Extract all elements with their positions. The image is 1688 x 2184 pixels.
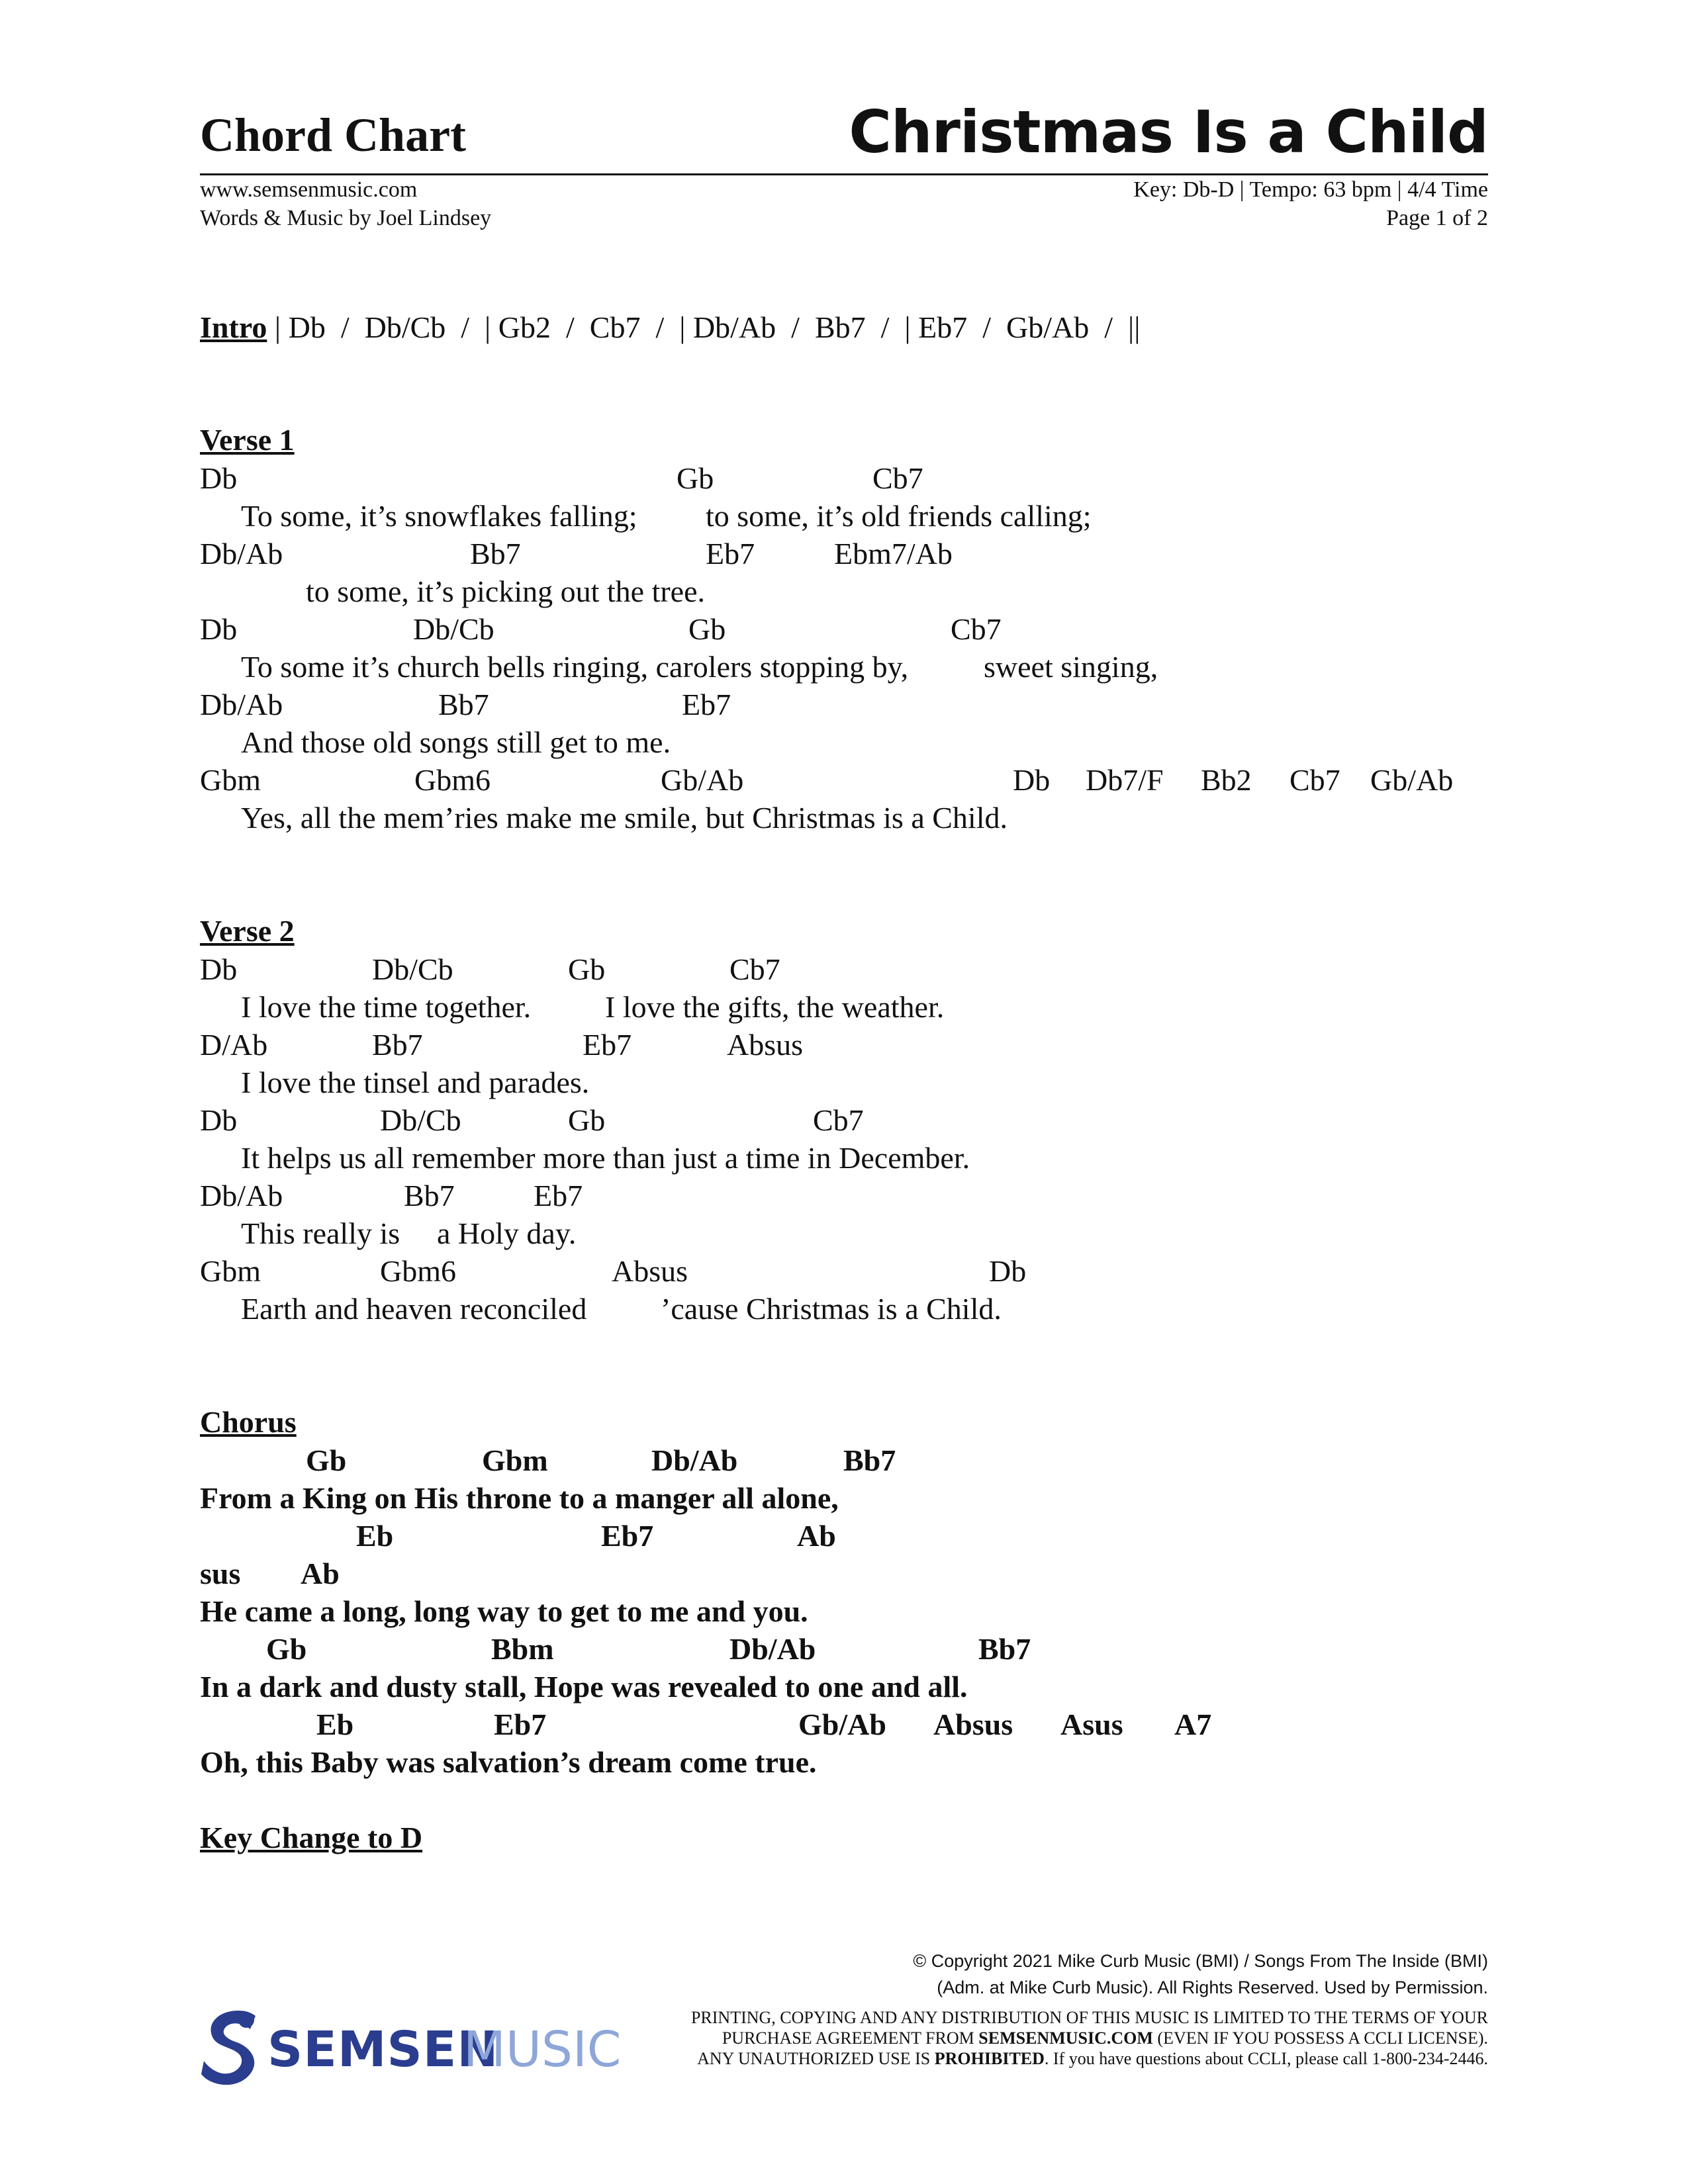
verse-1-chord-line-5 xyxy=(200,765,1491,802)
chord: Db/Ab xyxy=(200,688,283,721)
verse-2-label: Verse 2 xyxy=(200,914,295,948)
chord: Db7/F xyxy=(1086,763,1164,797)
chorus-chord-line-1 xyxy=(200,1445,1491,1482)
lyric: In a dark and dusty stall, Hope was revealed to one and all. xyxy=(200,1670,968,1704)
chord: sus xyxy=(200,1557,241,1590)
chord: Bb7 xyxy=(978,1632,1031,1666)
chord: Eb7 xyxy=(682,688,731,721)
legal-line-1: PRINTING, COPYING AND ANY DISTRIBUTION OF THIS MUSIC IS LIMITED TO THE TERMS OF YOUR xyxy=(690,2008,1488,2027)
chord: Gbm xyxy=(200,763,261,797)
chord: Gb xyxy=(688,612,726,646)
lyric: I love the tinsel and parades. xyxy=(241,1066,590,1099)
chord: Absus xyxy=(612,1254,688,1288)
logo-text-music: MUSIC xyxy=(463,2021,622,2078)
chord: Absus xyxy=(933,1707,1013,1741)
chord: Eb7 xyxy=(494,1707,547,1741)
chord: Eb7 xyxy=(601,1519,654,1553)
chorus-chord-line-2 xyxy=(200,1521,1491,1558)
chord: Db/Ab xyxy=(200,537,283,570)
verse-2-lyric-line-3 xyxy=(200,1143,1491,1180)
chord: Cb7 xyxy=(729,952,780,986)
chord: Db/Cb xyxy=(380,1103,461,1137)
page-number: Page 1 of 2 xyxy=(1386,206,1488,230)
lyric: a Holy day. xyxy=(437,1216,577,1250)
lyric: I love the time together. xyxy=(241,990,532,1024)
chord: Gb/Ab xyxy=(1370,763,1454,797)
chorus-chord-line-5 xyxy=(200,1709,1491,1747)
chord: Bb7 xyxy=(843,1443,896,1477)
lyric: to some, it’s old friends calling; xyxy=(706,499,1092,533)
chord: Cb7 xyxy=(872,461,923,495)
lyric: To some, it’s snowflakes falling; xyxy=(241,499,637,533)
chord: Bb7 xyxy=(404,1179,455,1212)
chord: Eb7 xyxy=(534,1179,583,1212)
verse-2-chord-line-5 xyxy=(200,1256,1491,1293)
verse-2-lyric-line-5 xyxy=(200,1294,1491,1331)
chord: Cb7 xyxy=(951,612,1002,646)
chord: Bb7 xyxy=(372,1028,423,1062)
legal-emphasis: PROHIBITED xyxy=(934,2049,1045,2068)
chord: Eb xyxy=(356,1519,394,1553)
chord: Cb7 xyxy=(1289,763,1340,797)
chord: Db/Cb xyxy=(372,952,453,986)
chorus-chord-line-4 xyxy=(200,1634,1491,1671)
chord: Gb xyxy=(677,461,714,495)
lyric: ’cause Christmas is a Child. xyxy=(661,1292,1002,1326)
lyric: And those old songs still get to me. xyxy=(241,725,671,759)
chord: Bb7 xyxy=(470,537,521,570)
chord: Db/Ab xyxy=(651,1443,738,1477)
chorus-chord-line-3 xyxy=(200,1559,1491,1596)
lyric: Oh, this Baby was salvation’s dream come true. xyxy=(200,1745,817,1779)
chord: Db xyxy=(200,612,238,646)
legal-line-3 xyxy=(697,2050,1488,2068)
intro-label: Intro xyxy=(200,310,267,344)
chord: Db/Cb xyxy=(413,612,494,646)
key-change-label: Key Change to D xyxy=(200,1821,423,1854)
chord: Db xyxy=(1013,763,1051,797)
lyric: Yes, all the mem’ries make me smile, but Christmas is a Child. xyxy=(241,801,1008,835)
song-title: Christmas Is a Child xyxy=(849,98,1488,166)
verse-2-chord-line-2 xyxy=(200,1030,1491,1067)
lyric: To some it’s church bells ringing, carolers stopping by, xyxy=(241,650,909,684)
chorus-lyric-line-2 xyxy=(200,1596,1491,1633)
chord: Bb7 xyxy=(438,688,489,721)
credits-text: Words & Music by Joel Lindsey xyxy=(200,206,492,230)
semsen-logo-mark-icon xyxy=(199,2005,265,2091)
verse-1-chord-line-1 xyxy=(200,463,1491,500)
intro-chords: | Db / Db/Cb / | Gb2 / Cb7 / | Db/Ab / Bb7 / | Eb7 / Gb/Ab / || xyxy=(267,310,1141,344)
lyric: to some, it’s picking out the tree. xyxy=(306,574,706,608)
chord: Db xyxy=(989,1254,1027,1288)
verse-2-lyric-line-4 xyxy=(200,1218,1491,1255)
lyric: I love the gifts, the weather. xyxy=(605,990,945,1024)
verse-1-chord-line-3 xyxy=(200,614,1491,651)
lyric: sweet singing, xyxy=(984,650,1158,684)
chord: Asus xyxy=(1060,1707,1123,1741)
verse-1-lyric-line-3 xyxy=(200,652,1491,689)
logo-text-semsen: SEMSEN xyxy=(267,2021,499,2078)
verse-1-lyric-line-1 xyxy=(200,501,1491,538)
chord: Db xyxy=(200,1103,238,1137)
chord: Db/Ab xyxy=(200,1179,283,1212)
header-rule xyxy=(200,173,1488,175)
legal-text: . If you have questions about CCLI, please call 1-800-234-2446. xyxy=(1044,2049,1488,2068)
chorus-lyric-line-3 xyxy=(200,1672,1491,1709)
lyric: It helps us all remember more than just a time in December. xyxy=(241,1141,970,1175)
verse-1-chord-line-4 xyxy=(200,690,1491,727)
verse-2-chord-line-1 xyxy=(200,954,1491,991)
chord: Absus xyxy=(727,1028,804,1062)
verse-2-lyric-line-1 xyxy=(200,992,1491,1029)
chord: Gb xyxy=(266,1632,307,1666)
chord: Cb7 xyxy=(813,1103,864,1137)
document-type: Chord Chart xyxy=(200,109,467,161)
chord: Eb7 xyxy=(583,1028,632,1062)
chord: Gb/Ab xyxy=(798,1707,886,1741)
chord: Gbm xyxy=(200,1254,261,1288)
intro-line xyxy=(200,312,1140,343)
copyright-line-1: © Copyright 2021 Mike Curb Music (BMI) / Songs From The Inside (BMI) xyxy=(913,1951,1488,1971)
website-text: www.semsenmusic.com xyxy=(200,177,418,202)
verse-1-label: Verse 1 xyxy=(200,423,295,457)
copyright-line-2: (Adm. at Mike Curb Music). All Rights Reserved. Used by Permission. xyxy=(937,1978,1488,1997)
chord: Ebm7/Ab xyxy=(834,537,953,570)
chord: Eb7 xyxy=(706,537,755,570)
chorus-lyric-line-4 xyxy=(200,1747,1491,1784)
lyric: He came a long, long way to get to me and you. xyxy=(200,1594,808,1628)
chord: Db/Ab xyxy=(729,1632,816,1666)
legal-line-2 xyxy=(722,2030,1488,2047)
chord: Bb2 xyxy=(1201,763,1252,797)
verse-2-lyric-line-2 xyxy=(200,1068,1491,1105)
chord: Ab xyxy=(301,1557,340,1590)
chord: Db xyxy=(200,952,238,986)
verse-2-chord-line-4 xyxy=(200,1181,1491,1218)
chord: Ab xyxy=(797,1519,836,1553)
chord: Eb xyxy=(316,1707,354,1741)
verse-2-chord-line-3 xyxy=(200,1105,1491,1142)
verse-1-lyric-line-5 xyxy=(200,803,1491,840)
chorus-label: Chorus xyxy=(200,1405,297,1439)
chorus-lyric-line-1 xyxy=(200,1483,1491,1520)
lyric: This really is xyxy=(241,1216,400,1250)
key-tempo-text: Key: Db-D | Tempo: 63 bpm | 4/4 Time xyxy=(1133,177,1488,202)
chord: A7 xyxy=(1174,1707,1212,1741)
lyric: Earth and heaven reconciled xyxy=(241,1292,587,1326)
chord: Gb/Ab xyxy=(661,763,744,797)
chord: Gbm6 xyxy=(380,1254,456,1288)
chord: Bbm xyxy=(491,1632,554,1666)
chord: Gbm6 xyxy=(414,763,491,797)
verse-1-lyric-line-2 xyxy=(200,576,1491,614)
chord: Gbm xyxy=(482,1443,548,1477)
lyric: From a King on His throne to a manger all alone, xyxy=(200,1481,839,1515)
legal-text: (EVEN IF YOU POSSESS A CCLI LICENSE). xyxy=(1152,2028,1488,2048)
legal-text: ANY UNAUTHORIZED USE IS xyxy=(697,2049,935,2068)
verse-1-lyric-line-4 xyxy=(200,727,1491,764)
chord: D/Ab xyxy=(200,1028,268,1062)
chord: Gb xyxy=(568,1103,606,1137)
legal-text: PURCHASE AGREEMENT FROM xyxy=(722,2028,979,2048)
chord: Gb xyxy=(306,1443,347,1477)
chord: Db xyxy=(200,461,238,495)
verse-1-chord-line-2 xyxy=(200,539,1491,576)
semsen-website-link[interactable]: SEMSENMUSIC.COM xyxy=(978,2028,1153,2048)
semsen-music-logo xyxy=(199,2005,622,2091)
chord: Gb xyxy=(568,952,606,986)
